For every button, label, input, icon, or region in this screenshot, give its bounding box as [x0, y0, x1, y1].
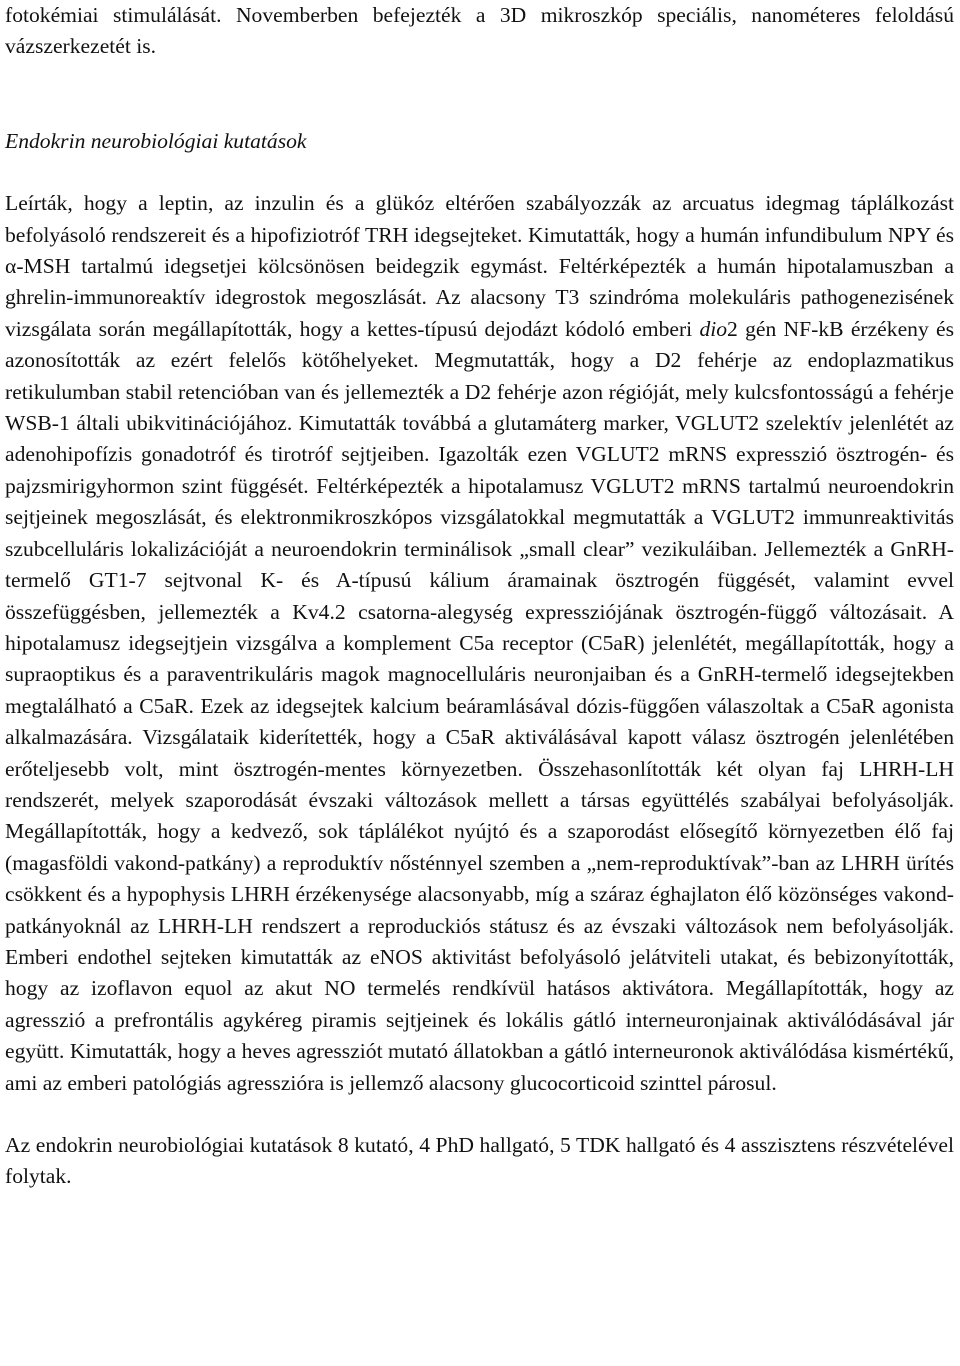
closing-paragraph: Az endokrin neurobiológiai kutatások 8 kutató, 4 PhD hallgató, 5 TDK hallgató és 4 asszisztens részvételével folytak.	[5, 1133, 954, 1189]
main-paragraph-part2: 2 gén NF-kB érzékeny és azonosították az ezért felelős kötőhelyeket. Megmutatták, hogy a D2 fehérje az endoplazmatikus retikulumban stabil retencióban van és jellemezték a D2 fehérje azon régióját, mely kulcsfontosságú a fehérje WSB-1 általi ubikvitinációjához. Kimutatták továbbá a glutamáterg marker, VGLUT2 szelektív jelenlétét az adenohipofízis gonadotróf és tirotróf sejtjeiben. Igazolták ezen VGLUT2 mRNS expresszió ösztrogén- és pajzsmirigyhormon szint függését. Feltérképezték a hipotalamusz VGLUT2 mRNS tartalmú neuroendokrin sejtjeinek megoszlását, és elektronmikroszkópos vizsgálatokkal megmutatták a VGLUT2 immunreaktivitás szubcelluláris lokalizációját a neuroendokrin terminálisok „small clear” vezikuláiban. Jellemezték a GnRH-termelő GT1-7 sejtvonal K- és A-típusú kálium áramainak ösztrogén függését, valamint evvel összefüggésben, jellemezték a Kv4.2 csatorna-alegység expressziójának ösztrogén-függő változásait. A hipotalamusz idegsejtjein vizsgálva a komplement C5a receptor (C5aR) jelenlétét, megállapították, hogy a supraoptikus és a paraventrikuláris magok magnocelluláris neuronjaiban és a GnRH-termelő idegsejtekben megtalálható a C5aR. Ezek az idegsejtek kalcium beáramlásával dózis-függően válaszoltak a C5aR agonista alkalmazására. Vizsgálataik kiderítették, hogy a C5aR aktiválásával kapott válasz ösztrogén jelenlétében erőteljesebb volt, mint ösztrogén-mentes környezetben. Összehasonlították két olyan faj LHRH-LH rendszerét, melyek szaporodását évszaki változások mellett a társas együttélés szabályai befolyásolják. Megállapították, hogy a kedvező, sok táplálékot nyújtó és a szaporodást elősegítő környezetben élő faj (magasföldi vakond-patkány) a reproduktív nősténnyel szemben a „nem-reproduktívak”-ban az LHRH ürítés csökkent és a hypophysis LHRH érzékenysége alacsonyabb, míg a száraz éghajlaton élő közönséges vakond-patkányoknál az LHRH-LH rendszert a reproduckiós státusz és az évszaki változások nem befolyásolják. Emberi endothel sejteken kimutatták az eNOS aktivitást befolyásoló jelátviteli utakat, és bebizonyították, hogy az izoflavon equol az akut NO termelés rendkívül hatásos aktivátora. Megállapították, hogy az agresszió a prefrontális agykéreg piramis sejtjeinek és lokális gátló interneuronjainak aktiválódásával jár együtt. Kimutatták, hogy a heves agressziót mutató állatokban a gátló interneuronok aktiválódása kismértékű, ami az emberi patológiás agresszióra is jellemző alacsony glucocorticoid szinttel párosul.	[5, 316, 954, 1095]
main-paragraph-part1: Leírták, hogy a leptin, az inzulin és a glükóz eltérően szabályozzák az arcuatus idegmag táplálkozást befolyásoló rendszereit és a hipofiziotróf TRH idegsejteket. Kimutatták, hogy a humán infundibulum NPY és α-MSH tartalmú idegsetjei kölcsönösen beidegzik egymást. Feltérképezték a humán hipotalamuszban a ghrelin-immunoreaktív idegrostok megoszlását. Az alacsony T3 szindróma molekuláris pathogenezisének vizsgálata során megállapították, hogy a kettes-típusú dejodázt kódoló emberi	[5, 191, 954, 341]
document-page	[5, 0, 954, 1193]
main-paragraph	[5, 188, 954, 1099]
continuation-paragraph: fotokémiai stimulálását. Novemberben befejezték a 3D mikroszkóp speciális, nanométeres feloldású vázszerkezetét is.	[5, 3, 954, 59]
section-heading: Endokrin neurobiológiai kutatások	[5, 128, 307, 153]
italic-gene-term: dio	[699, 316, 728, 341]
